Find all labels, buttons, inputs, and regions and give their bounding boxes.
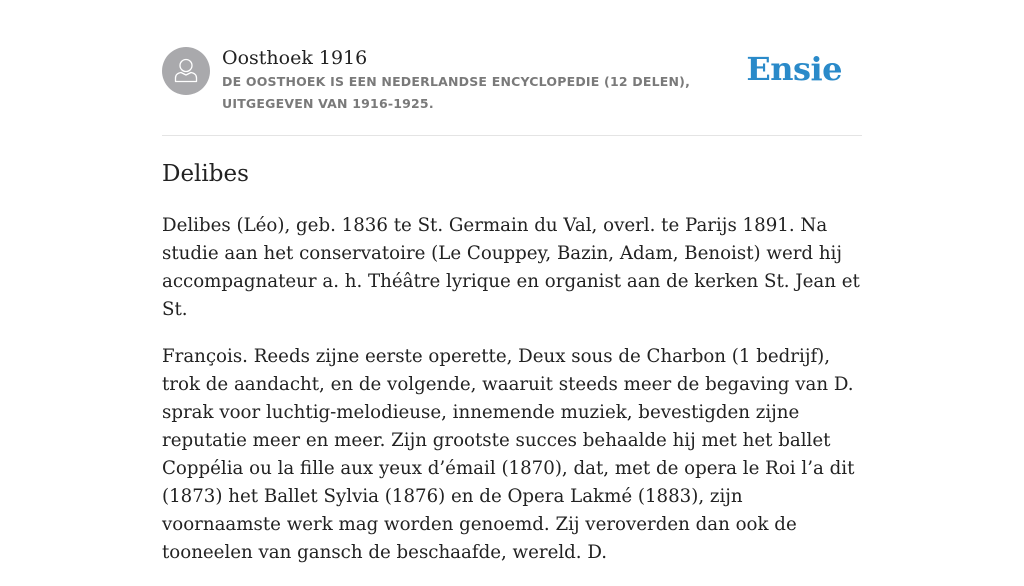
brand-logo[interactable]: Ensie <box>746 50 842 88</box>
user-icon <box>162 47 210 95</box>
avatar[interactable] <box>162 47 210 95</box>
source-header <box>162 45 862 135</box>
article-paragraph: François. Reeds zijne eerste operette, Deux sous de Charbon (1 bedrijf), trok de aandacht, en de volgende, waaruit steeds meer de begaving van D. sprak voor luchtig-melodieuse, innemende muziek, bevestigden zijne reputatie meer en meer. Zijn grootste succes behaalde hij met het ballet Coppélia ou la fille aux yeux d’émail (1870), dat, met de opera le Roi l’a dit (1873) het Ballet Sylvia (1876) en de Opera Lakmé (1883), zijn voornaamste werk mag worden genoemd. Zij veroverden dan ook de tooneelen van gansch de beschaafde, wereld. D. <box>162 346 855 563</box>
article-paragraph: Delibes (Léo), geb. 1836 te St. Germain du Val, overl. te Parijs 1891. Na studie aan het conservatoire (Le Couppey, Bazin, Adam, Benoist) werd hij accompagnateur a. h. Théâtre lyrique en organist aan de kerken St. Jean et St. <box>162 215 860 320</box>
divider <box>162 135 862 136</box>
source-description: DE OOSTHOEK IS EEN NEDERLANDSE ENCYCLOPEDIE (12 DELEN), UITGEGEVEN VAN 1916-1925. <box>222 74 691 111</box>
article-title: Delibes <box>162 161 249 187</box>
article-body <box>162 212 864 586</box>
source-title[interactable]: Oosthoek 1916 <box>222 47 368 69</box>
